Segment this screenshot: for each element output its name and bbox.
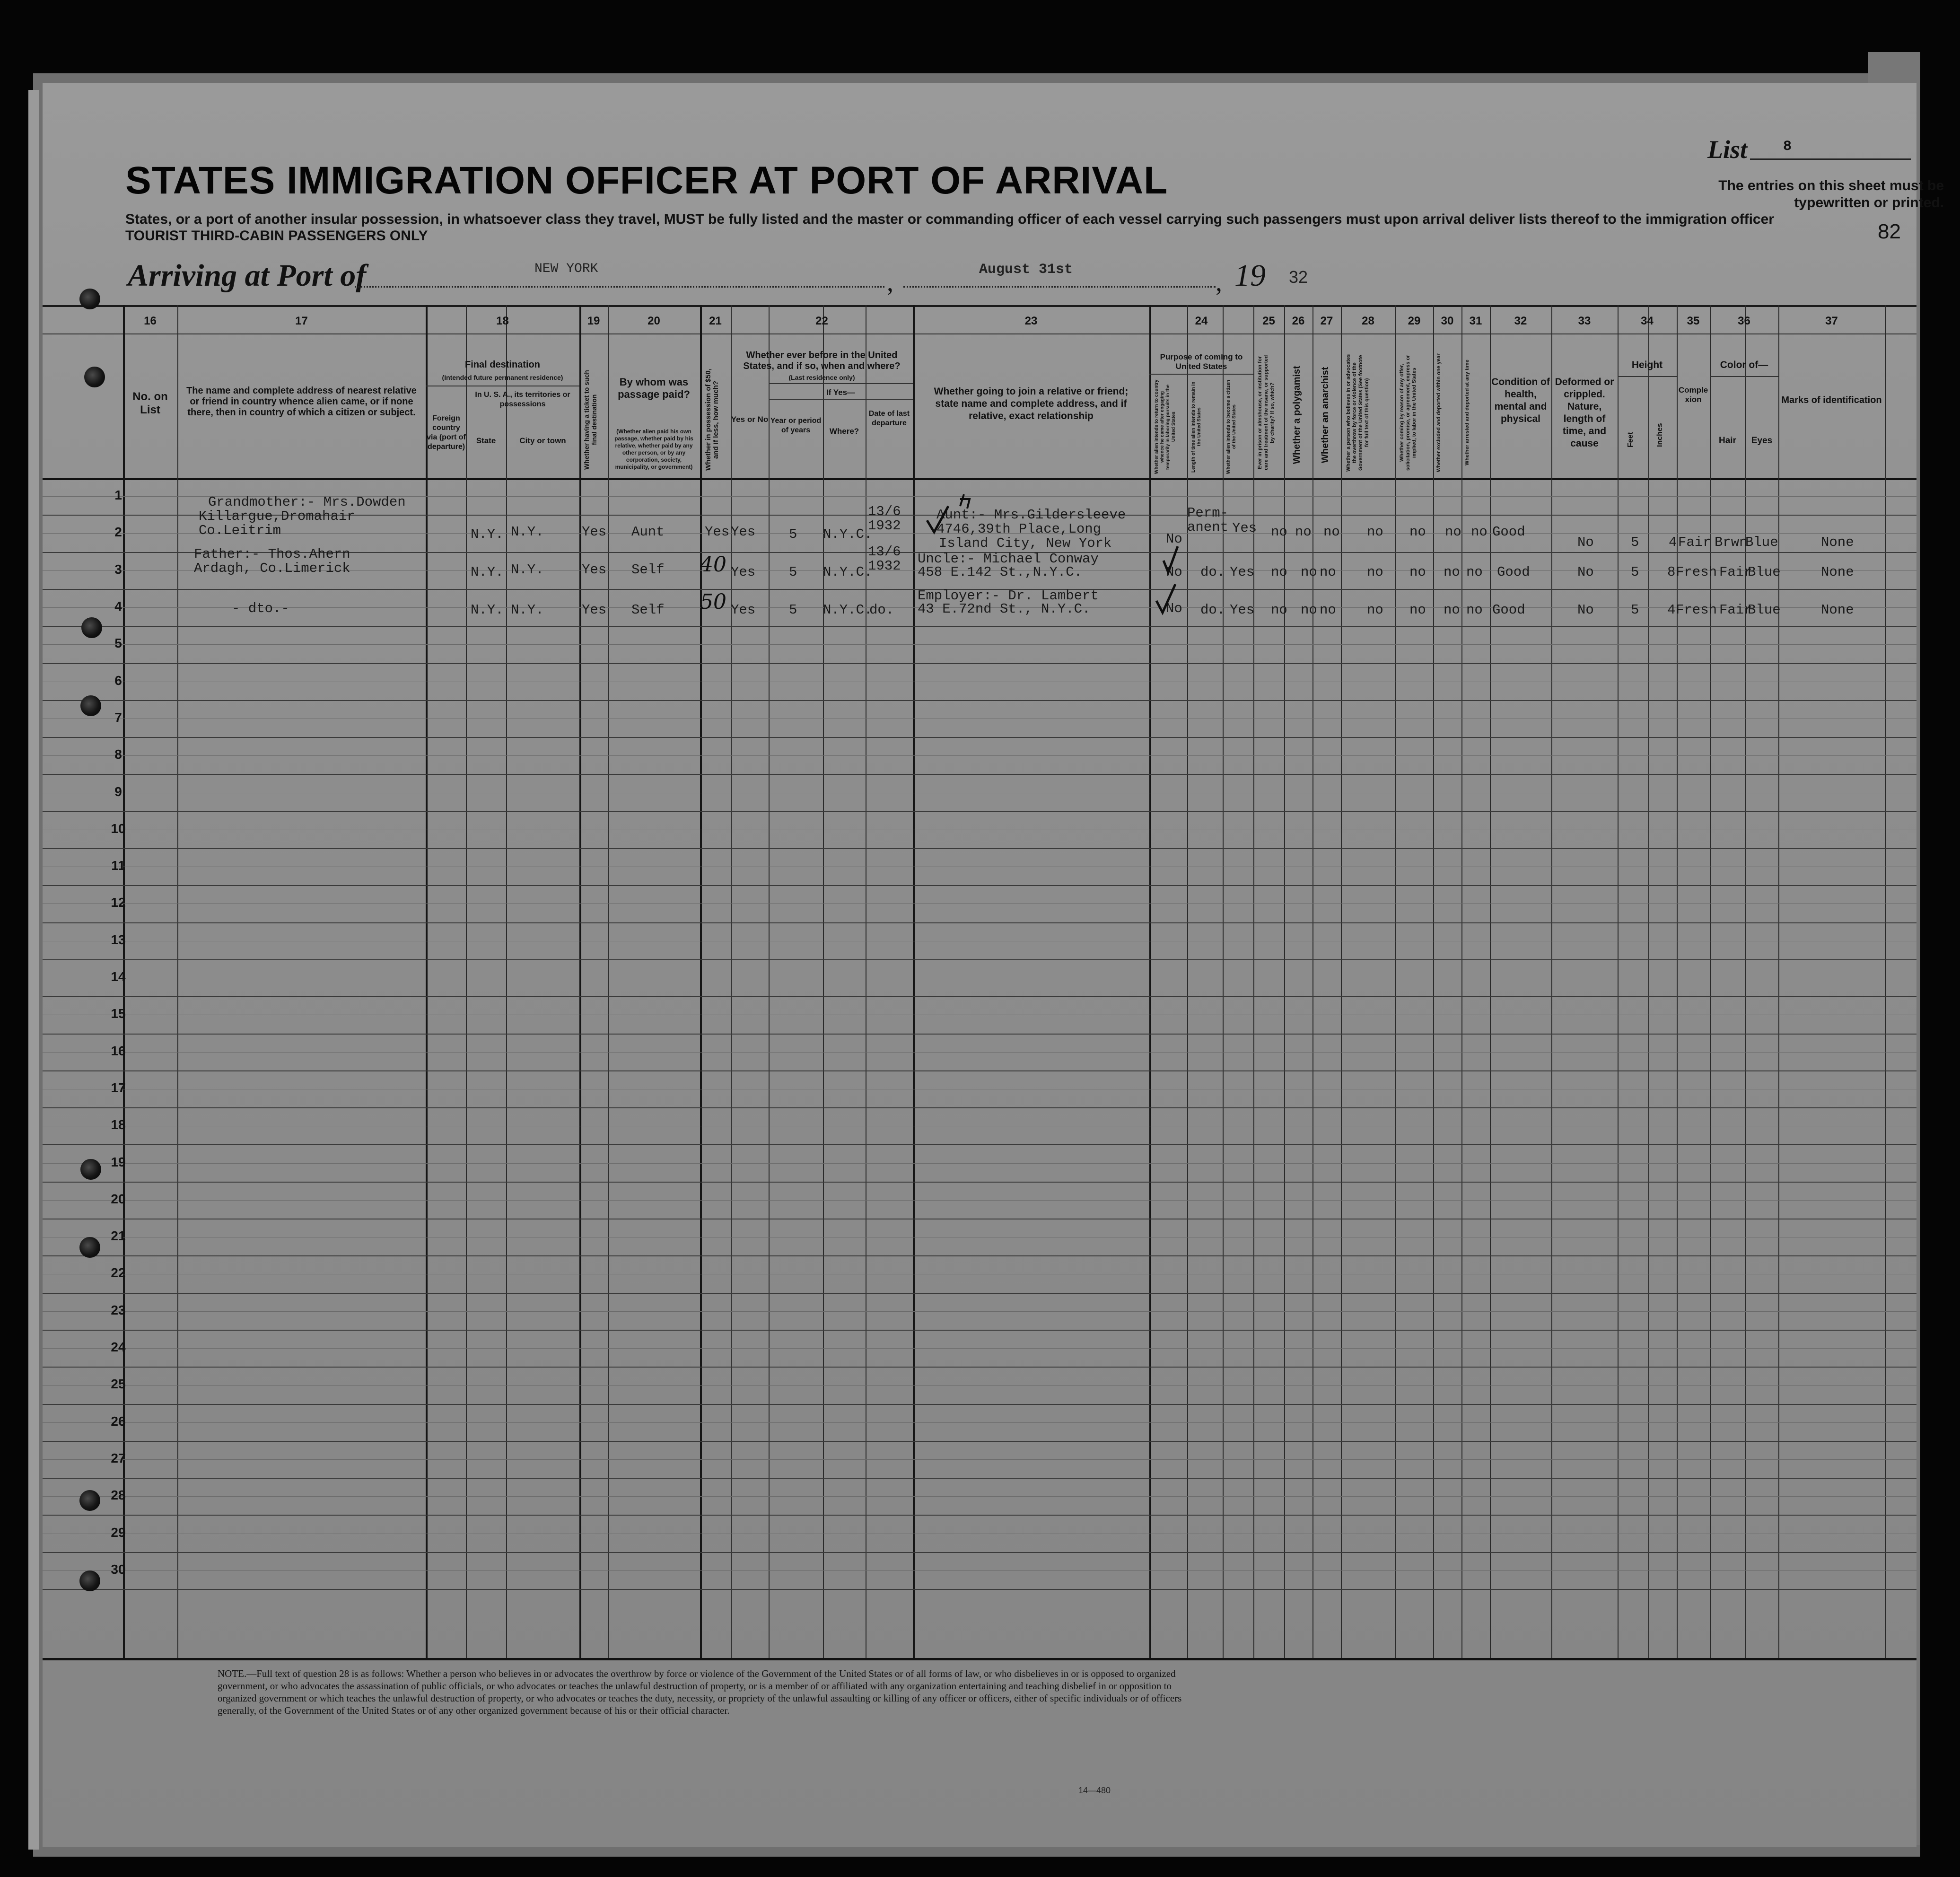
where-cell: N.Y.C. bbox=[823, 564, 873, 580]
q28-cell: no bbox=[1367, 564, 1383, 580]
column-number: 34 bbox=[1641, 315, 1654, 327]
header-join-relative: Whether going to join a relative or friend; state name and complete address, and if relative, exact relationship bbox=[934, 386, 1129, 421]
header-subrule bbox=[1618, 376, 1677, 377]
header-possession-50: Whether in possession of $50, and if less, how much? bbox=[704, 368, 720, 471]
complexion-cell: Fresh bbox=[1676, 602, 1717, 618]
row-number: 15 bbox=[111, 1006, 126, 1021]
header-hair: Hair bbox=[1719, 436, 1736, 446]
column-number: 35 bbox=[1687, 315, 1700, 327]
q30-cell: no bbox=[1444, 602, 1460, 618]
row-subrule bbox=[43, 1311, 1916, 1312]
row-number: 23 bbox=[111, 1302, 126, 1317]
inches-cell: 4 bbox=[1667, 602, 1676, 618]
row-rule bbox=[43, 1182, 1916, 1183]
q27-cell: no bbox=[1320, 564, 1336, 580]
q29-cell: no bbox=[1409, 564, 1426, 580]
q27-cell: no bbox=[1320, 602, 1336, 618]
row-subrule bbox=[43, 1163, 1916, 1164]
deformed-cell: No bbox=[1577, 535, 1594, 550]
relative-line: - dto.- bbox=[232, 601, 289, 616]
row-rule bbox=[43, 848, 1916, 849]
page-title: STATES IMMIGRATION OFFICER AT PORT OF ARRIVAL bbox=[125, 159, 1168, 202]
relative-line: Father:- Thos.Ahern bbox=[194, 546, 350, 562]
header-no-on-list: No. on List bbox=[132, 390, 168, 416]
years-cell: 5 bbox=[789, 526, 797, 542]
header-health: Condition of health, mental and physical bbox=[1491, 377, 1550, 424]
ticket-cell: Yes bbox=[582, 602, 607, 618]
purpose-return-cell: No bbox=[1166, 601, 1182, 616]
row-subrule bbox=[43, 644, 1916, 645]
column-divider bbox=[506, 305, 507, 1658]
eyes-cell: Blue bbox=[1748, 602, 1781, 618]
row-subrule bbox=[43, 755, 1916, 756]
header-ever-before: Whether ever before in the United States, and if so, when and where? bbox=[743, 350, 901, 371]
header-subrule bbox=[1710, 376, 1778, 377]
row-subrule bbox=[43, 903, 1916, 904]
header-polygamist: Whether a polygamist bbox=[1292, 366, 1302, 465]
row-rule bbox=[43, 737, 1916, 738]
row-rule bbox=[43, 626, 1916, 627]
header-anarchist: Whether an anarchist bbox=[1320, 367, 1330, 464]
arriving-label: Arriving at Port of bbox=[128, 258, 367, 293]
inches-cell: 8 bbox=[1667, 564, 1676, 580]
join-line: Aunt:- Mrs.Gildersleeve bbox=[936, 507, 1126, 523]
column-number: 30 bbox=[1441, 315, 1454, 327]
purpose-length-cell: do. bbox=[1200, 602, 1225, 618]
row-number: 6 bbox=[114, 673, 122, 688]
paid-by-cell: Self bbox=[631, 602, 665, 618]
marks-cell: None bbox=[1821, 535, 1854, 550]
q28-cell: no bbox=[1367, 602, 1383, 618]
purpose-length-cell: do. bbox=[1200, 564, 1225, 580]
row-number: 5 bbox=[114, 636, 122, 651]
header-prison: Ever in prison or almshouse, or institution for care and treatment of the insane, or supported by charity? If so, which? bbox=[1257, 355, 1275, 471]
health-cell: Good bbox=[1492, 524, 1525, 540]
port-underline bbox=[355, 286, 884, 288]
row-rule bbox=[43, 1255, 1916, 1256]
row-number: 19 bbox=[111, 1154, 126, 1169]
purpose-length-cell: Perm-anent bbox=[1187, 505, 1229, 535]
paid-by-cell: Self bbox=[631, 562, 665, 578]
header-period-years: Year or period of years bbox=[770, 417, 822, 434]
header-purpose-length: Length of time alien intends to remain in the United States bbox=[1191, 381, 1202, 473]
header-yes-or-no: Yes or No bbox=[731, 415, 769, 424]
city-cell: N.Y. bbox=[511, 524, 544, 540]
column-number: 23 bbox=[1024, 315, 1038, 327]
header-date-last-departure: Date of last departure bbox=[868, 410, 910, 427]
state-cell: N.Y. bbox=[471, 526, 504, 542]
binder-hole-icon bbox=[84, 367, 105, 387]
row-number: 27 bbox=[111, 1450, 126, 1465]
column-number: 21 bbox=[709, 315, 722, 327]
header-top-rule bbox=[43, 305, 1916, 307]
row-rule bbox=[43, 1293, 1916, 1294]
q30-cell: no bbox=[1445, 524, 1461, 540]
q29-cell: no bbox=[1409, 524, 1426, 540]
date-cell: 13/6 bbox=[868, 504, 901, 519]
page-subtitle: States, or a port of another insular possession, in whatsoever class they travel, MUST be fully listed and the master or commanding officer of each vessel carrying such passengers must upon arrival deliver lists thereof to the immigration officer bbox=[125, 211, 1774, 227]
row-number: 21 bbox=[111, 1228, 126, 1244]
column-divider bbox=[1461, 305, 1462, 1658]
money-cell: 40 bbox=[700, 553, 726, 577]
header-feet: Feet bbox=[1627, 432, 1635, 448]
state-cell: N.Y. bbox=[471, 564, 504, 580]
handwritten-mark-icon bbox=[960, 494, 970, 509]
before-yesno-cell: Yes bbox=[731, 564, 756, 580]
join-line: Uncle:- Michael Conway bbox=[918, 551, 1099, 567]
row-number: 12 bbox=[111, 895, 126, 910]
binder-hole-icon bbox=[81, 617, 102, 638]
row-number: 7 bbox=[114, 710, 122, 725]
header-passage-paid: By whom was passage paid? bbox=[618, 376, 690, 400]
header-color: Color of— bbox=[1720, 360, 1768, 370]
row-subrule bbox=[43, 1385, 1916, 1386]
column-divider bbox=[1648, 305, 1649, 1658]
column-divider bbox=[1341, 305, 1342, 1658]
deformed-cell: No bbox=[1577, 564, 1594, 580]
header-in-usa: In U. S. A., its territories or possessions bbox=[475, 391, 570, 408]
hair-cell: Fair bbox=[1719, 602, 1752, 618]
header-foreign-country: Foreign country via (port of departure) bbox=[427, 414, 466, 451]
row-rule bbox=[43, 663, 1916, 664]
before-yesno-cell: Yes bbox=[731, 524, 756, 540]
footnote: NOTE.—Full text of question 28 is as follows: Whether a person who believes in or advocates the overthrow by force or violence of the Government of the United States or of all forms of law, or who disbelieves in or is opposed to organized government, or who advocates the assassination of public officials, or who advocates or teaches the unlawful destruction of property, or is a member of or affiliated with any organization entertaining and teaching disbelief in or opposition to organized government or which teaches the unlawful destruction of property, or who advocates or teaches the duty, necessity, or propriety of the unlawful assaulting or killing of any officer or officers, either of specific individuals or of officers generally, of the Government of the United States or of any other organized government because of his or their official character. bbox=[218, 1668, 1182, 1716]
header-inches: Inches bbox=[1656, 423, 1664, 447]
header-offer-labor: Whether coming by reason of any offer, solicitation, promise, or agreement, express or implied, to labor in the United States bbox=[1399, 355, 1417, 471]
join-line: Employer:- Dr. Lambert bbox=[918, 588, 1099, 604]
binder-hole-icon bbox=[79, 1237, 100, 1258]
list-label: List bbox=[1707, 135, 1748, 164]
row-number: 16 bbox=[111, 1043, 126, 1058]
column-divider bbox=[1745, 305, 1746, 1658]
year-prefix: 19 bbox=[1234, 258, 1266, 293]
ticket-cell: Yes bbox=[582, 562, 607, 578]
row-subrule bbox=[43, 1200, 1916, 1201]
hair-cell: Brwn bbox=[1715, 535, 1748, 550]
header-final-destination-note: (Intended future permanent residence) bbox=[442, 374, 563, 381]
row-rule bbox=[43, 811, 1916, 812]
column-divider bbox=[1312, 305, 1313, 1658]
purpose-return-cell: No bbox=[1166, 531, 1182, 547]
column-number: 31 bbox=[1469, 315, 1482, 327]
complexion-cell: Fair bbox=[1678, 535, 1711, 550]
row-number: 30 bbox=[111, 1561, 126, 1577]
column-divider bbox=[1885, 305, 1886, 1658]
column-divider bbox=[579, 305, 581, 1658]
binder-hole-icon bbox=[79, 289, 100, 309]
q31-cell: no bbox=[1466, 602, 1483, 618]
column-number: 27 bbox=[1320, 315, 1333, 327]
form-code: 14—480 bbox=[1078, 1786, 1111, 1795]
page-number: 82 bbox=[1878, 220, 1901, 243]
column-number: 33 bbox=[1578, 315, 1591, 327]
header-ticket: Whether having a ticket to such final destination bbox=[583, 370, 598, 470]
deformed-cell: No bbox=[1577, 602, 1594, 618]
column-number: 22 bbox=[815, 315, 828, 327]
row-subrule bbox=[43, 1496, 1916, 1497]
row-subrule bbox=[43, 1570, 1916, 1571]
column-number: 26 bbox=[1292, 315, 1305, 327]
purpose-citizen-cell: Yes bbox=[1230, 564, 1255, 580]
row-number: 14 bbox=[111, 969, 126, 984]
q26-cell: no bbox=[1295, 524, 1312, 540]
column-number: 37 bbox=[1825, 315, 1838, 327]
row-subrule bbox=[43, 1422, 1916, 1423]
row-rule bbox=[43, 1478, 1916, 1479]
header-complexion: Complexion bbox=[1678, 386, 1708, 404]
row-number: 18 bbox=[111, 1117, 126, 1132]
column-number: 18 bbox=[496, 315, 509, 327]
row-rule bbox=[43, 1515, 1916, 1516]
header-final-destination: Final destination bbox=[465, 360, 540, 370]
column-divider bbox=[731, 305, 732, 1658]
separator-comma: , bbox=[887, 268, 893, 297]
class-note: TOURIST THIRD-CABIN PASSENGERS ONLY bbox=[125, 228, 428, 244]
health-cell: Good bbox=[1492, 602, 1525, 618]
column-divider bbox=[1551, 305, 1552, 1658]
header-bottom-rule bbox=[43, 478, 1916, 480]
column-divider bbox=[1253, 305, 1254, 1658]
q29-cell: no bbox=[1409, 602, 1426, 618]
purpose-citizen-cell: Yes bbox=[1232, 520, 1257, 536]
paid-by-cell: Aunt bbox=[631, 524, 665, 540]
checkmark-annotations bbox=[913, 487, 1178, 624]
q31-cell: no bbox=[1471, 524, 1488, 540]
hair-cell: Fair bbox=[1719, 564, 1752, 580]
column-divider bbox=[1395, 305, 1396, 1658]
city-cell: N.Y. bbox=[511, 602, 544, 618]
row-number: 17 bbox=[111, 1080, 126, 1095]
money-cell: 50 bbox=[700, 590, 726, 614]
column-divider bbox=[1618, 305, 1619, 1658]
header-marks: Marks of identification bbox=[1781, 395, 1882, 405]
where-cell: N.Y.C. bbox=[823, 602, 873, 618]
column-divider bbox=[608, 305, 609, 1658]
purpose-citizen-cell: Yes bbox=[1230, 602, 1255, 618]
column-number: 19 bbox=[587, 315, 600, 327]
header-if-yes: If Yes— bbox=[826, 388, 856, 397]
header-eyes: Eyes bbox=[1751, 436, 1773, 446]
column-number-rule bbox=[43, 333, 1916, 334]
row-subrule bbox=[43, 1459, 1916, 1460]
row-number: 29 bbox=[111, 1525, 126, 1540]
column-number: 17 bbox=[295, 315, 308, 327]
row-rule bbox=[43, 1441, 1916, 1442]
feet-cell: 5 bbox=[1631, 535, 1639, 550]
years-cell: 5 bbox=[789, 564, 797, 580]
row-rule bbox=[43, 1330, 1916, 1331]
before-yesno-cell: Yes bbox=[731, 602, 756, 618]
row-rule bbox=[43, 922, 1916, 923]
row-rule bbox=[43, 885, 1916, 886]
column-divider bbox=[1710, 305, 1711, 1658]
column-number: 16 bbox=[144, 315, 157, 327]
date-cell: do. bbox=[869, 602, 894, 618]
column-number: 29 bbox=[1408, 315, 1421, 327]
row-number: 9 bbox=[114, 784, 122, 799]
row-rule bbox=[43, 1034, 1916, 1035]
where-cell: N.Y.C. bbox=[823, 526, 873, 542]
row-number: 1 bbox=[114, 488, 122, 503]
column-divider bbox=[1490, 305, 1491, 1658]
header-purpose: Purpose of coming to United States bbox=[1160, 352, 1243, 371]
row-rule bbox=[43, 774, 1916, 775]
q30-cell: no bbox=[1444, 564, 1460, 580]
column-divider bbox=[177, 305, 178, 1658]
column-divider bbox=[769, 305, 770, 1658]
binder-hole-icon bbox=[80, 1159, 101, 1180]
header-subrule bbox=[769, 399, 913, 400]
relative-line: Co.Leitrim bbox=[199, 523, 281, 538]
q25-cell: no bbox=[1271, 524, 1287, 540]
header-ever-before-note: (Last residence only) bbox=[788, 374, 855, 381]
eyes-cell: Blue bbox=[1748, 564, 1781, 580]
row-number: 2 bbox=[114, 525, 122, 540]
join-line: 4746,39th Place,Long bbox=[936, 521, 1102, 537]
column-divider bbox=[823, 305, 824, 1658]
join-line: 458 E.142 St.,N.Y.C. bbox=[918, 564, 1083, 580]
row-number: 25 bbox=[111, 1377, 126, 1392]
manifest-sheet bbox=[43, 83, 1944, 1847]
column-divider bbox=[426, 305, 428, 1658]
header-city: City or town bbox=[519, 436, 566, 445]
row-number: 26 bbox=[111, 1413, 126, 1429]
relative-line: Grandmother:- Mrs.Dowden bbox=[208, 494, 406, 510]
row-number: 10 bbox=[111, 821, 126, 836]
inches-cell: 4 bbox=[1669, 535, 1677, 550]
header-deformed: Deformed or crippled. Nature, length of time, and cause bbox=[1555, 377, 1614, 449]
header-nearest-relative: The name and complete address of nearest relative or friend in country whence alien came, or if none there, then in country of which a citizen or subject. bbox=[186, 386, 417, 418]
list-number: 8 bbox=[1783, 139, 1792, 155]
relative-line: Killargue,Dromahair bbox=[199, 509, 355, 524]
arrival-date: August 31st bbox=[979, 262, 1073, 278]
state-cell: N.Y. bbox=[471, 602, 504, 618]
row-rule bbox=[43, 1404, 1916, 1405]
row-number: 4 bbox=[114, 599, 122, 614]
row-rule bbox=[43, 959, 1916, 960]
binder-hole-icon bbox=[79, 1570, 100, 1591]
column-divider bbox=[700, 305, 702, 1658]
column-number: 24 bbox=[1195, 315, 1208, 327]
column-number: 20 bbox=[648, 315, 660, 327]
checkmark-icon bbox=[1164, 546, 1178, 572]
year-suffix: 32 bbox=[1289, 267, 1308, 287]
header-height: Height bbox=[1631, 360, 1663, 370]
row-subrule bbox=[43, 1348, 1916, 1349]
header-where: Where? bbox=[829, 427, 859, 436]
marks-cell: None bbox=[1821, 564, 1854, 580]
header-excluded: Whether excluded and deported within one year bbox=[1436, 353, 1442, 472]
header-arrested: Whether arrested and deported at any time bbox=[1464, 360, 1470, 466]
purpose-return-cell: No bbox=[1166, 564, 1182, 580]
row-number: 22 bbox=[111, 1265, 126, 1281]
column-number: 32 bbox=[1514, 315, 1527, 327]
row-number: 8 bbox=[114, 747, 122, 762]
column-divider bbox=[466, 305, 467, 1658]
years-cell: 5 bbox=[789, 602, 797, 618]
q27-cell: no bbox=[1323, 524, 1340, 540]
q25-cell: no bbox=[1271, 564, 1287, 580]
port-value: NEW YORK bbox=[534, 262, 598, 276]
row-number: 13 bbox=[111, 932, 126, 947]
marks-cell: None bbox=[1821, 602, 1854, 618]
header-purpose-return: Whether alien intends to return to country whence he came after engaging temporarily in laboring pursuits in the United States bbox=[1154, 379, 1176, 474]
column-divider bbox=[1778, 305, 1779, 1658]
footer-rule bbox=[43, 1658, 1916, 1660]
column-number: 36 bbox=[1738, 315, 1750, 327]
health-cell: Good bbox=[1497, 564, 1530, 580]
date-cell: 1932 bbox=[868, 518, 901, 534]
checkmark-icon bbox=[1156, 584, 1175, 613]
date-underline bbox=[903, 286, 1216, 288]
header-subrule bbox=[769, 383, 913, 384]
q26-cell: no bbox=[1301, 602, 1317, 618]
binder-hole-icon bbox=[79, 1490, 100, 1511]
complexion-cell: Fresh bbox=[1676, 564, 1717, 580]
q25-cell: no bbox=[1271, 602, 1287, 618]
header-state: State bbox=[476, 436, 496, 445]
paper-stack-edge-left bbox=[28, 90, 39, 1850]
row-number: 28 bbox=[111, 1488, 126, 1503]
row-rule bbox=[43, 1070, 1916, 1071]
eyes-cell: Blue bbox=[1745, 535, 1778, 550]
join-line: 43 E.72nd St., N.Y.C. bbox=[918, 601, 1091, 617]
checkmark-icon bbox=[927, 506, 948, 532]
row-number: 24 bbox=[111, 1340, 126, 1355]
row-subrule bbox=[43, 1052, 1916, 1053]
column-divider bbox=[1284, 305, 1285, 1658]
row-rule bbox=[43, 1589, 1916, 1590]
date-cell: 1932 bbox=[868, 558, 901, 574]
binder-hole-icon bbox=[80, 695, 101, 716]
column-number: 28 bbox=[1362, 315, 1374, 327]
row-rule bbox=[43, 996, 1916, 997]
join-line: Island City, New York bbox=[939, 535, 1112, 551]
ticket-cell: Yes bbox=[582, 524, 607, 540]
list-underline bbox=[1750, 158, 1911, 160]
column-number: 25 bbox=[1262, 315, 1275, 327]
row-rule bbox=[43, 1552, 1916, 1553]
date-cell: 13/6 bbox=[868, 544, 901, 560]
q26-cell: no bbox=[1301, 564, 1317, 580]
money-cell: Yes bbox=[705, 524, 730, 540]
header-purpose-citizen: Whether alien intends to become a citizen of the United States bbox=[1226, 380, 1237, 474]
header-passage-paid-note: (Whether alien paid his own passage, whether paid by his relative, whether paid by any other person, or by any corporation, society, municipality, or government) bbox=[614, 428, 693, 470]
feet-cell: 5 bbox=[1631, 602, 1639, 618]
q28-cell: no bbox=[1367, 524, 1383, 540]
separator-comma: , bbox=[1216, 268, 1222, 297]
row-number: 11 bbox=[111, 858, 125, 873]
q31-cell: no bbox=[1466, 564, 1483, 580]
column-divider bbox=[1677, 305, 1678, 1658]
row-number: 3 bbox=[114, 561, 122, 577]
column-divider bbox=[1433, 305, 1434, 1658]
relative-line: Ardagh, Co.Limerick bbox=[194, 561, 350, 576]
row-rule bbox=[43, 1367, 1916, 1368]
row-rule bbox=[43, 1144, 1916, 1145]
header-subrule bbox=[1149, 374, 1253, 375]
city-cell: N.Y. bbox=[511, 562, 544, 578]
row-rule bbox=[43, 1107, 1916, 1108]
row-number: 20 bbox=[111, 1191, 126, 1206]
entries-note: The entries on this sheet must be typewritten or printed. bbox=[1718, 178, 1944, 211]
feet-cell: 5 bbox=[1631, 564, 1639, 580]
row-rule bbox=[43, 700, 1916, 701]
header-overthrow: Whether a person who believes in or advocates the overthrow by force or violence of the Government of the United States (See footnote for full text of this question) bbox=[1346, 354, 1370, 472]
